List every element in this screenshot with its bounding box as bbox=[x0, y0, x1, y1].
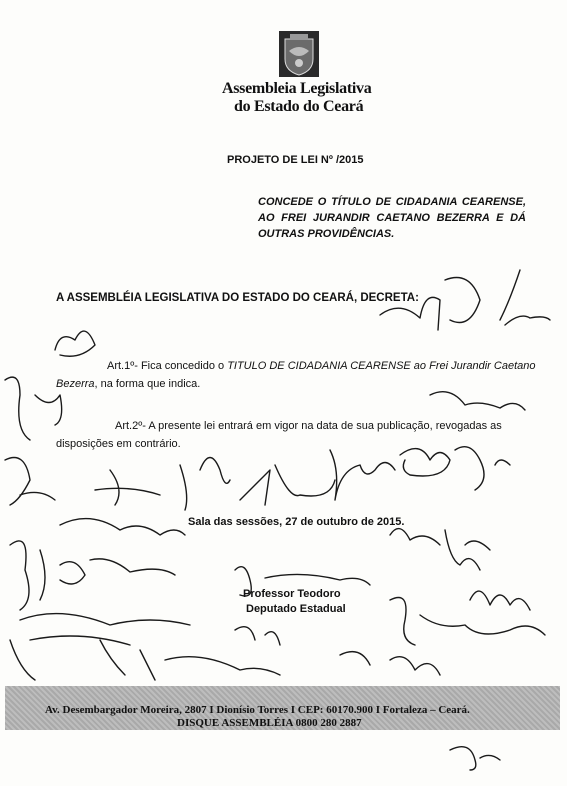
article-1 bbox=[107, 360, 536, 372]
document-title: PROJETO DE LEI Nº /2015 bbox=[227, 154, 364, 166]
author-name: Professor Teodoro bbox=[243, 588, 341, 600]
ementa: CONCEDE O TÍTULO DE CIDADANIA CEARENSE, AO FREI JURANDIR CAETANO BEZERRA E DÁ OUTRAS PROVIDÊNCIAS. bbox=[258, 196, 526, 240]
footer-address: Av. Desembargador Moreira, 2807 I Dionísio Torres I CEP: 60170.900 I Fortaleza – Ceará. bbox=[45, 704, 470, 716]
institution-name-line2: do Estado do Ceará bbox=[234, 98, 364, 115]
article-2: Art.2º- A presente lei entrará em vigor na data de sua publicação, revogadas as bbox=[115, 420, 502, 432]
state-coat-of-arms-icon bbox=[279, 31, 319, 77]
article-1-text: Art.1º- Fica concedido o bbox=[107, 360, 228, 372]
footer-hotline: DISQUE ASSEMBLÉIA 0800 280 2887 bbox=[177, 717, 362, 729]
decreta-heading: A ASSEMBLÉIA LEGISLATIVA DO ESTADO DO CEARÁ, DECRETA: bbox=[56, 292, 419, 304]
institution-name-line1: Assembleia Legislativa bbox=[222, 80, 372, 97]
article-1-italic: TITULO DE CIDADANIA CEARENSE ao Frei Jurandir Caetano bbox=[227, 360, 536, 372]
article-1-name-end: Bezerra bbox=[56, 378, 95, 390]
session-date: Sala das sessões, 27 de outubro de 2015. bbox=[188, 516, 405, 528]
article-1-rest: , na forma que indica. bbox=[94, 378, 201, 390]
author-role: Deputado Estadual bbox=[246, 603, 346, 615]
article-1-continuation bbox=[56, 378, 200, 390]
article-2-continuation: disposições em contrário. bbox=[56, 438, 181, 450]
